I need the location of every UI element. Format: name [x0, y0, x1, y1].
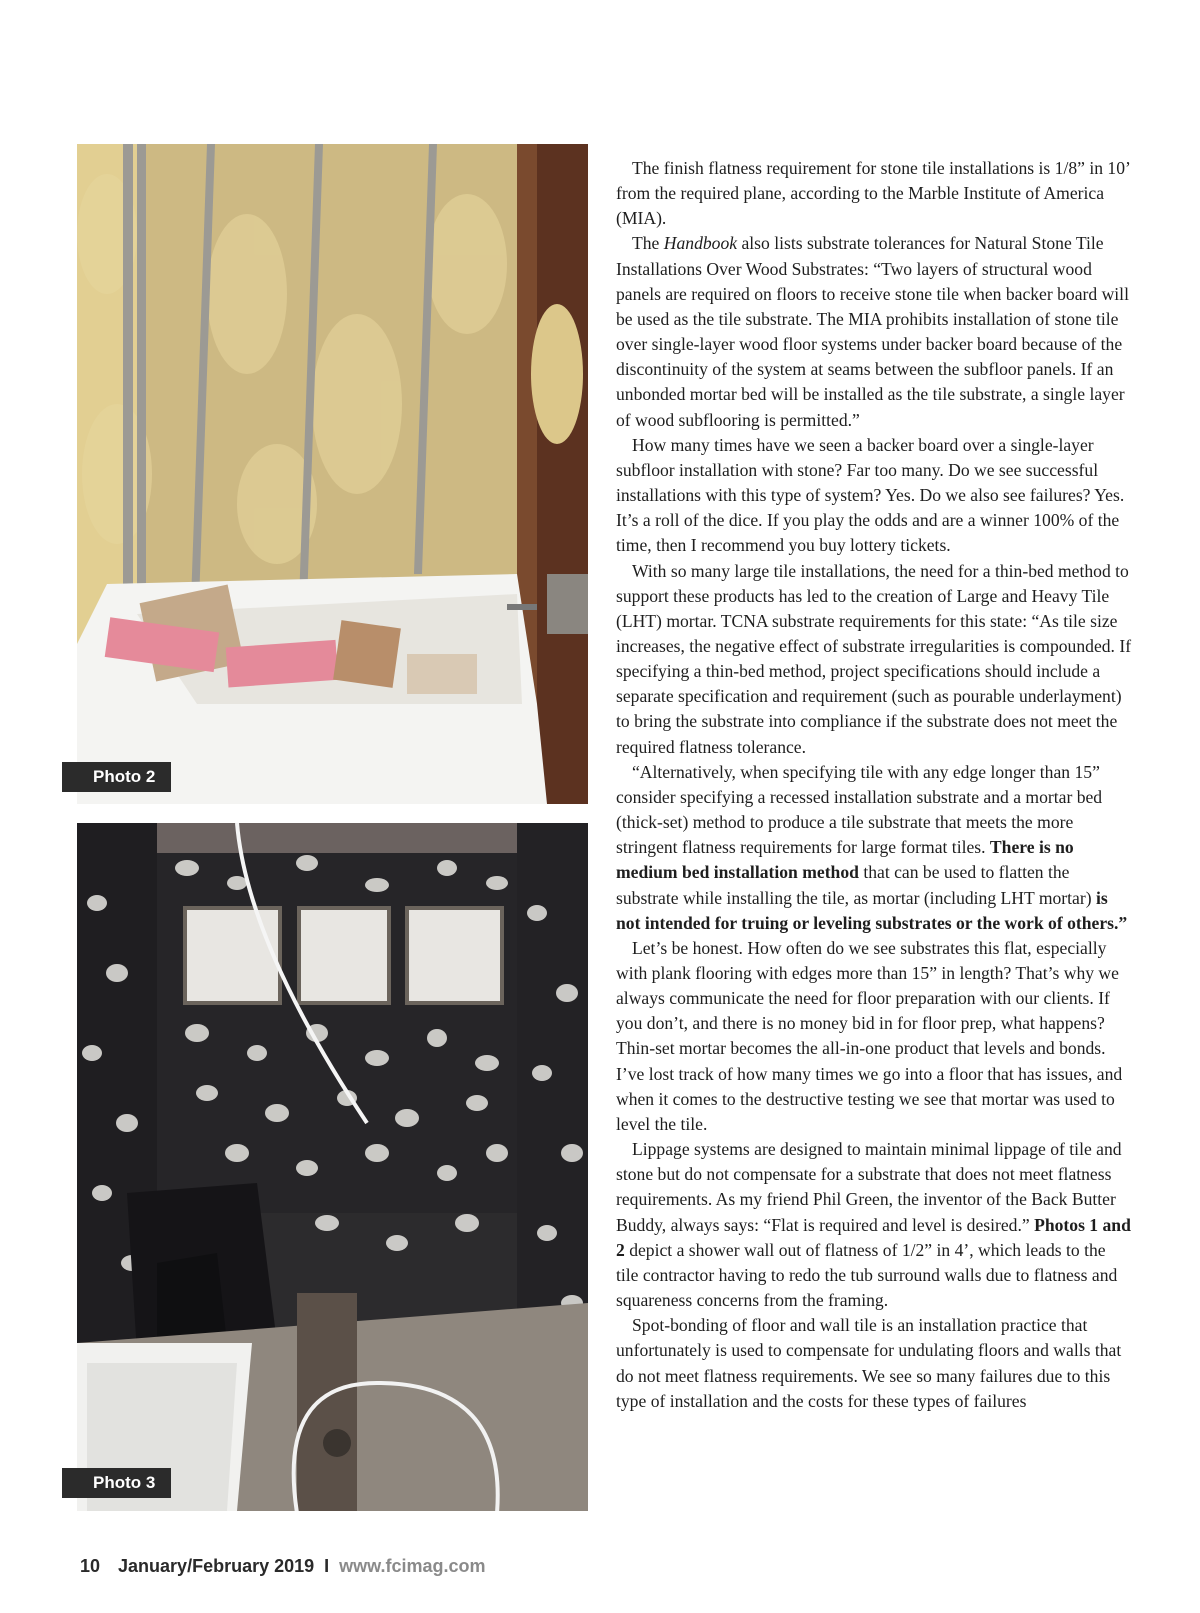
- emphasized-text: Photos 1 and 2: [616, 1214, 1131, 1260]
- website-link[interactable]: www.fcimag.com: [339, 1556, 486, 1576]
- photo-2-caption: Photo 2: [62, 762, 171, 792]
- article-paragraph: [616, 231, 1132, 432]
- article-paragraph: [616, 559, 1132, 760]
- photo-2-image: [77, 144, 588, 804]
- article-paragraph: [616, 1137, 1132, 1313]
- paragraph-text: Spot-bonding of floor and wall tile is an installation practice that unfortunately is used to compensate for undulating floors and walls that do not meet flatness requirements. We see so many failures due to this type of installation and the costs for these types of failures: [616, 1315, 1122, 1411]
- page-footer: [80, 1556, 486, 1577]
- article-body: [616, 156, 1132, 1414]
- photo-3-caption: Photo 3: [62, 1468, 171, 1498]
- paragraph-text: also lists substrate tolerances for Natural Stone Tile Installations Over Wood Substrates: “Two layers of structural wood panels are required on floors to receive stone tile when backer board will be used as the tile substrate. The MIA prohibits installation of stone tile over single-layer wood floor systems under backer board because of the discontinuity of the system at seams between the subfloor panels. If an unbonded mortar bed will be installed as the tile substrate, a single layer of wood subflooring is permitted.”: [616, 233, 1129, 430]
- emphasized-text: There is no medium bed installation method: [616, 837, 1074, 883]
- article-paragraph: [616, 936, 1132, 1137]
- article-paragraph: [616, 433, 1132, 559]
- paragraph-text: With so many large tile installations, the need for a thin-bed method to support these products has led to the creation of Large and Heavy Tile (LHT) mortar. TCNA substrate requirements for this state: “As tile size increases, the negative effect of substrate irregularities is compounded. If specifying a thin-bed method, project specifications should include a separate specification and requirement (such as pourable underlayment) to bring the substrate into compliance if the substrate does not meet the required flatness tolerance.: [616, 560, 1132, 757]
- photo-3-illustration: [77, 823, 588, 1511]
- article-paragraph: [616, 156, 1132, 231]
- paragraph-text: that can be used to flatten the substrate while installing the tile, as mortar (including LHT mortar): [616, 862, 1096, 908]
- issue-date: January/February 2019: [118, 1556, 315, 1576]
- paragraph-text: “Alternatively, when specifying tile with any edge longer than 15” consider specifying a recessed installation substrate and a mortar bed (thick-set) method to produce a tile substrate that meets the more stringent flatness requirements for large format tiles.: [616, 761, 1103, 858]
- paragraph-text: How many times have we seen a backer board over a single-layer subfloor installation with stone? Far too many. Do we see successful installations with this type of system? Yes. Do we also see failures? Yes. It’s a roll of the dice. If you play the odds and are a winner 100% of the time, then I recommend you buy lottery tickets.: [616, 434, 1125, 556]
- article-paragraph: [616, 1313, 1132, 1414]
- page-number: 10: [80, 1556, 101, 1576]
- italic-text: Handbook: [663, 233, 738, 254]
- article-paragraph: [616, 760, 1132, 936]
- photo-2-illustration: [77, 144, 588, 804]
- paragraph-text: The: [632, 233, 664, 254]
- photo-3-image: [77, 823, 588, 1511]
- paragraph-text: The finish flatness requirement for stone tile installations is 1/8” in 10’ from the required plane, according to the Marble Institute of America (MIA).: [616, 158, 1130, 229]
- paragraph-text: depict a shower wall out of flatness of 1/2” in 4’, which leads to the tile contractor having to redo the tub surround walls due to flatness and squareness concerns from the framing.: [616, 1239, 1118, 1311]
- emphasized-text: is not intended for truing or leveling substrates or the work of others.”: [616, 887, 1128, 933]
- footer-separator: I: [324, 1556, 330, 1576]
- paragraph-text: Let’s be honest. How often do we see substrates this flat, especially with plank flooring with edges more than 15” in length? That’s why we always communicate the need for floor preparation with our clients. If you don’t, and there is no money bid in for floor prep, what happens? Thin-set mortar becomes the all-in-one product that levels and bonds. I’ve lost track of how many times we go into a floor that has issues, and when it comes to the destructive testing we see that mortar was used to level the tile.: [616, 937, 1123, 1134]
- paragraph-text: Lippage systems are designed to maintain minimal lippage of tile and stone but do not compensate for a substrate that does not meet flatness requirements. As my friend Phil Green, the inventor of the Back Butter Buddy, always says: “Flat is required and level is desired.”: [616, 1139, 1122, 1235]
